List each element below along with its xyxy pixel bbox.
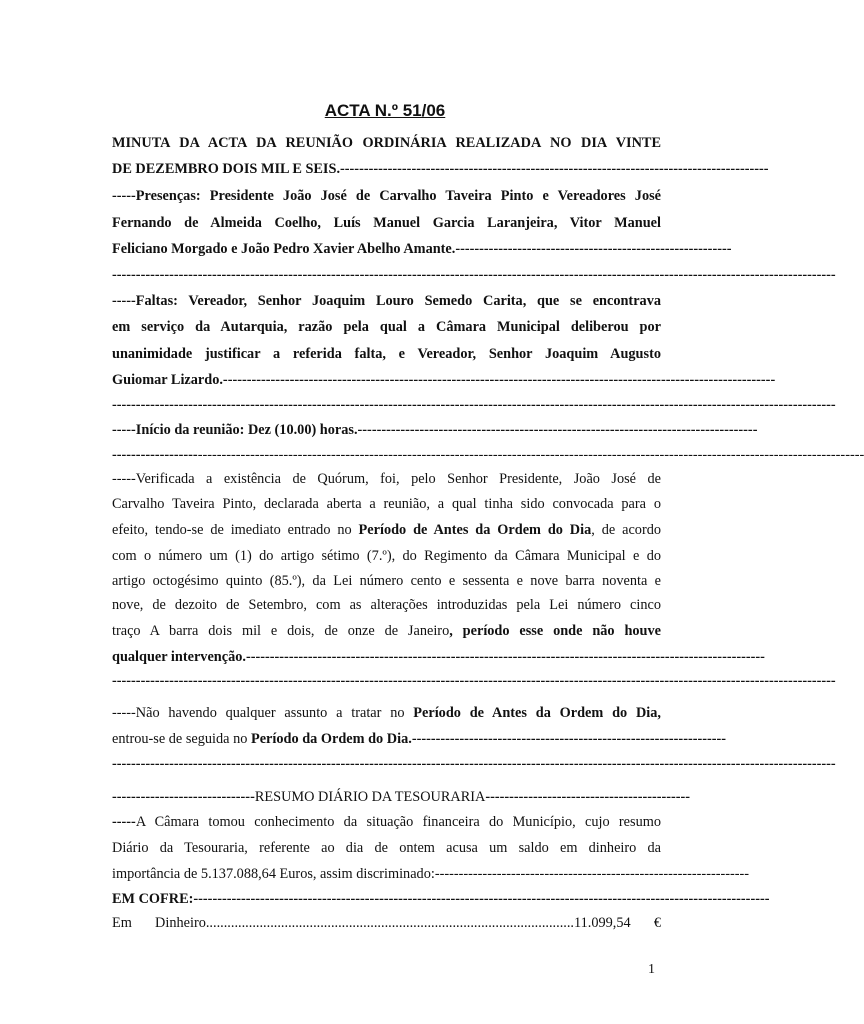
text-line (112, 371, 776, 389)
text-segment: -------------------------------------------------------------------------------------------------------------------------------------------- (197, 447, 864, 463)
text-line (112, 446, 864, 464)
text-segment: -----Presenças: Presidente João José de Carvalho Taveira Pinto e Vereadores José (112, 188, 661, 204)
text-segment: Período de Antes da Ordem do Dia (358, 522, 592, 538)
text-line (112, 318, 661, 336)
text-segment: DE DEZEMBRO DOIS MIL E SEIS (112, 161, 337, 177)
text-line (112, 865, 750, 883)
text-line (112, 788, 691, 806)
text-line (112, 622, 661, 640)
text-line (112, 266, 836, 284)
text-segment: Guiomar Lizardo.-------------------------------------------------------------------------------------------------------------------- (112, 372, 776, 388)
text-segment: Feliciano Morgado e João Pedro Xavier Abelho Amante.---------------------------------------------------------- (112, 241, 732, 257)
text-line (112, 521, 661, 539)
text-line (112, 839, 661, 857)
text-line (112, 914, 661, 932)
text-segment: importância de 5.137.088,64 Euros, assim discriminado:------------------------------------------------------------------ (112, 866, 750, 882)
text-segment: Período da Ordem do Dia. (250, 731, 412, 747)
text-segment: RESUMO DIÁRIO DA TESOURARIA (254, 789, 486, 805)
text-line (112, 547, 661, 565)
text-segment: -----Não havendo qualquer assunto a tratar no (112, 705, 414, 721)
text-segment: .------------------------------------------------------------------------------------------ (336, 161, 769, 177)
text-segment: -------------------------------------------------------------------------------------------------------------------------------------------------------- (112, 673, 836, 689)
text-line (112, 240, 732, 258)
text-line (112, 421, 758, 439)
text-segment: -------------------------------------------------------------------------------------------------------------------------------------------------------- (112, 397, 836, 413)
text-segment: -----Início da reunião: Dez (10.00) horas.------------------------------------------------------------------------------------ (112, 422, 758, 438)
text-line (112, 730, 727, 748)
text-line (112, 470, 661, 488)
text-segment: ----- (112, 814, 136, 830)
text-line (112, 292, 661, 310)
text-line (112, 890, 770, 908)
text-segment: -------------------------------------------------------------------------------------------------------------------------------------------------------- (112, 756, 836, 772)
text-segment: ------------------------------ (112, 789, 255, 805)
text-segment: MINUTA DA ACTA DA REUNIÃO ORDINÁRIA REALIZADA NO DIA VINTE (112, 135, 661, 151)
document-title: ACTA N.º 51/06 (324, 101, 446, 120)
page-number: 1 (648, 962, 655, 977)
text-segment: unanimidade justificar a referida falta, e Vereador, Senhor Joaquim Augusto (112, 346, 661, 362)
text-line (112, 648, 765, 666)
text-segment: entrou-se de seguida no (112, 731, 251, 747)
text-segment: A Câmara tomou conhecimento da situação financeira do Município, cujo resumo (135, 814, 661, 830)
text-segment: Em Dinheiro.......................................................................................................11.099,54 € (112, 915, 661, 931)
text-segment: qualquer intervenção.------------------------------------------------------------------------------------------------------------- (112, 649, 765, 665)
text-segment: -------------------------------------------------------------------------------------------------------------------------------------------------------- (112, 267, 836, 283)
text-segment: Diário da Tesouraria, referente ao dia de ontem acusa um saldo em dinheiro da (112, 840, 661, 856)
text-segment: ------------------------------------------------------------------ (411, 731, 727, 747)
text-segment: ------------------------------------------- (485, 789, 691, 805)
text-line (112, 495, 661, 513)
text-segment: , período esse onde não houve (449, 623, 661, 639)
text-line (112, 572, 661, 590)
text-segment: EM COFRE:------------------------------------------------------------------------------------------------------------------------- (112, 891, 770, 907)
text-segment: -----Faltas: Vereador, Senhor Joaquim Louro Semedo Carita, que se encontrava (112, 293, 661, 309)
text-segment: Carvalho Taveira Pinto, declarada aberta a reunião, a qual tinha sido convocada para o (112, 496, 661, 512)
text-segment: ------------------ (112, 447, 198, 463)
text-line (112, 755, 836, 773)
text-line (112, 160, 769, 178)
text-segment: traço A barra dois mil e dois, de onze de Janeiro (112, 623, 450, 639)
text-segment: efeito, tendo-se de imediato entrado no (112, 522, 359, 538)
text-line (112, 187, 661, 205)
text-line (112, 672, 836, 690)
text-line (112, 596, 661, 614)
text-segment: Período de Antes da Ordem do Dia, (413, 705, 661, 721)
text-segment: nove, de dezoito de Setembro, com as alterações introduzidas pela Lei número cinco (112, 597, 661, 613)
text-line (112, 345, 661, 363)
text-segment: Fernando de Almeida Coelho, Luís Manuel Garcia Laranjeira, Vitor Manuel (112, 215, 661, 231)
text-line (112, 214, 661, 232)
text-line (112, 704, 661, 722)
text-line (112, 134, 661, 152)
text-segment: em serviço da Autarquia, razão pela qual a Câmara Municipal deliberou por (112, 319, 661, 335)
text-segment: artigo octogésimo quinto (85.º), da Lei número cento e sessenta e nove barra noventa e (112, 573, 661, 589)
text-segment: , de acordo (591, 522, 661, 538)
text-segment: com o número um (1) do artigo sétimo (7.º), do Regimento da Câmara Municipal e do (112, 548, 661, 564)
text-line (112, 813, 661, 831)
text-line (112, 396, 836, 414)
text-segment: -----Verificada a existência de Quórum, foi, pelo Senhor Presidente, João José de (112, 471, 661, 487)
